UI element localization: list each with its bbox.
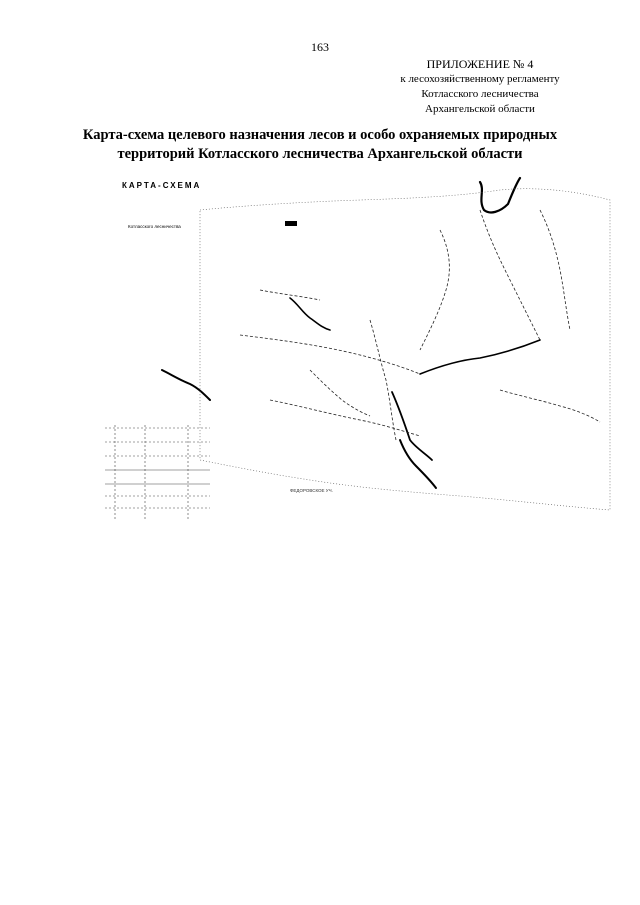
map-drawing: [80, 170, 620, 530]
appendix-heading: ПРИЛОЖЕНИЕ № 4: [426, 57, 534, 71]
rivers: [162, 178, 540, 488]
page-number: 163: [311, 40, 329, 54]
legend-table: [105, 425, 210, 520]
appendix-block: [370, 57, 590, 117]
forest-map: [80, 170, 620, 530]
document-title: [40, 126, 600, 164]
map-lines: [240, 210, 600, 440]
appendix-line: к лесохозяйственному регламенту: [400, 73, 560, 85]
appendix-line: Архангельской области: [425, 103, 535, 115]
title-line-2: территорий Котласского лесничества Архангельской области: [117, 146, 523, 162]
map-heading: КАРТА-СХЕМА: [122, 181, 202, 190]
appendix-line: Котласского лесничества: [421, 88, 539, 100]
map-subheading: Котласского лесничества: [128, 224, 181, 229]
legend-swatch: [285, 221, 297, 226]
map-label: ФЕДОРОВСКОЕ УЧ.: [290, 488, 333, 493]
title-line-1: Карта-схема целевого назначения лесов и особо охраняемых природных: [82, 127, 558, 143]
district-boundary: [200, 189, 610, 510]
